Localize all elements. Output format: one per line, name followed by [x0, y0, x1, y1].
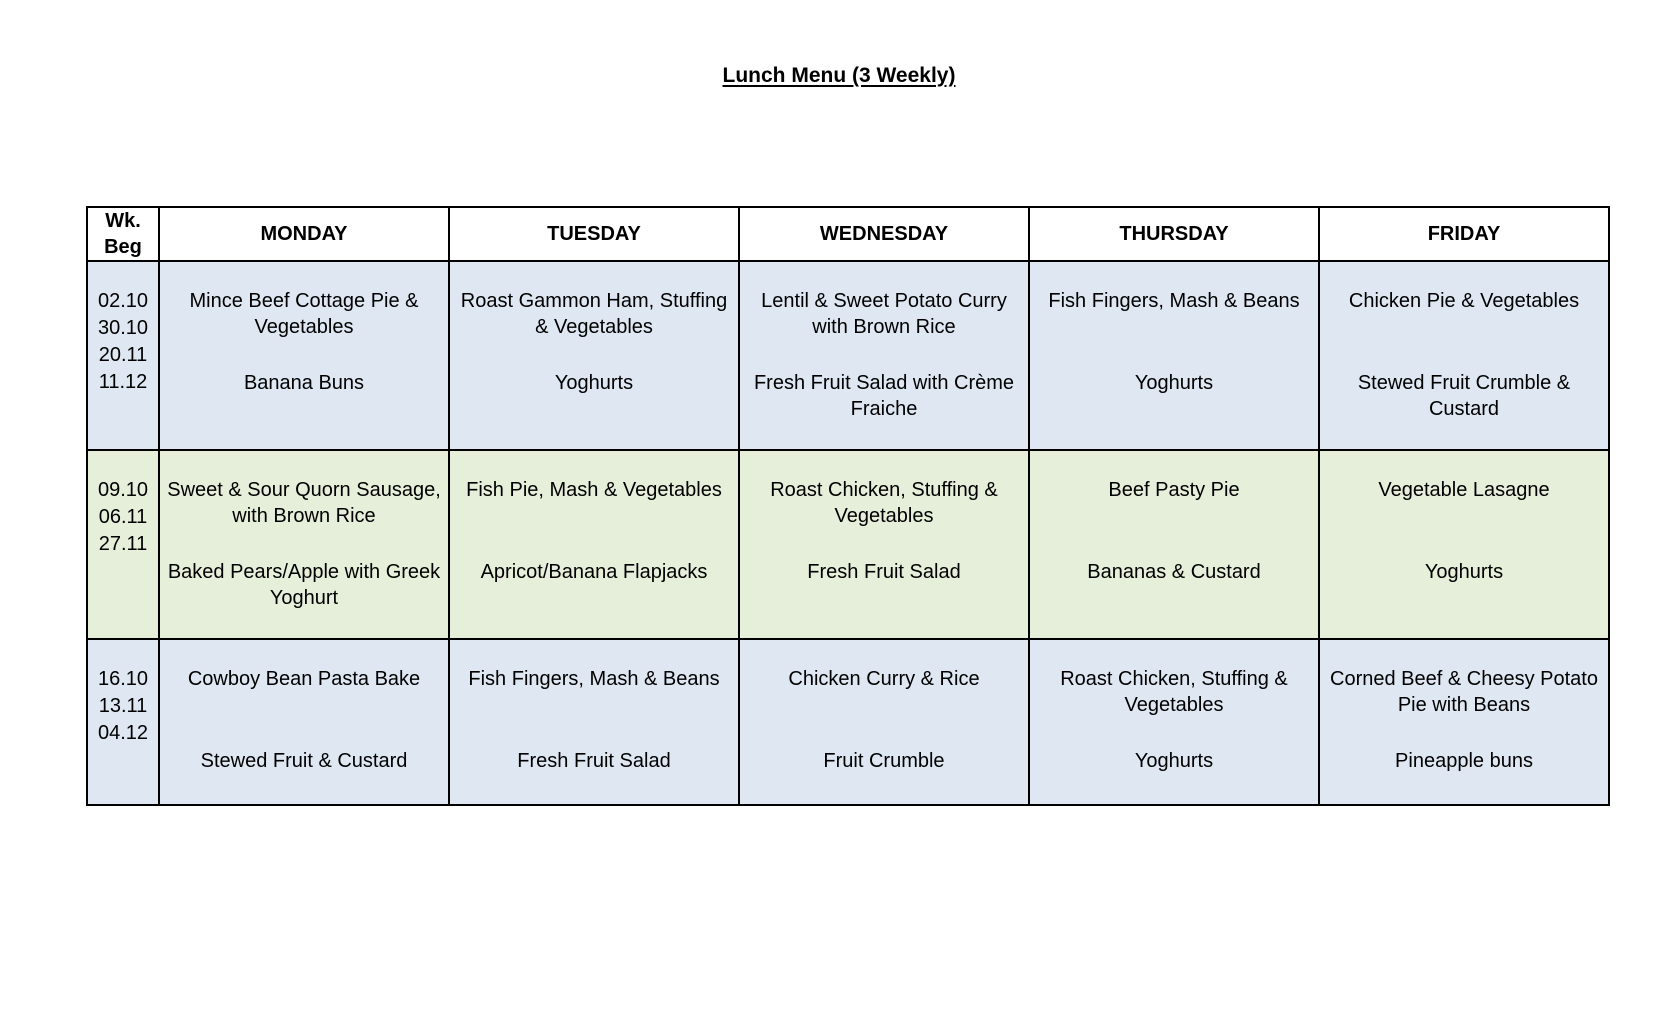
menu-cell-monday	[159, 261, 449, 450]
main-dish: Roast Gammon Ham, Stuffing & Vegetables	[460, 290, 728, 338]
dessert: Yoghurts	[1134, 372, 1214, 394]
main-dish: Beef Pasty Pie	[1108, 479, 1240, 501]
week-date: 04.12	[97, 722, 149, 744]
dessert: Fruit Crumble	[823, 750, 945, 772]
menu-cell-monday	[159, 639, 449, 805]
dessert: Banana Buns	[243, 372, 365, 394]
menu-cell-tuesday	[449, 639, 739, 805]
week-header-line: Wk.	[105, 210, 141, 232]
page-title-text: Lunch Menu (3 Weekly)	[722, 64, 956, 87]
day-header-tuesday: TUESDAY	[449, 207, 739, 261]
week-date: 20.11	[98, 344, 148, 366]
main-dish: Chicken Curry & Rice	[788, 668, 980, 690]
week-dates	[94, 640, 152, 747]
week-date: 09.10	[97, 479, 149, 501]
week-dates-cell	[87, 639, 159, 805]
page-title	[0, 64, 1678, 88]
week-dates-cell	[87, 450, 159, 639]
dessert: Pineapple buns	[1395, 750, 1533, 772]
menu-cell-wednesday	[739, 450, 1029, 639]
main-dish: Chicken Pie & Vegetables	[1348, 290, 1580, 312]
week-date: 11.12	[98, 371, 148, 393]
dessert: Yoghurts	[554, 372, 634, 394]
day-header-thursday: THURSDAY	[1029, 207, 1319, 261]
main-dish: Roast Chicken, Stuffing & Vegetables	[770, 479, 998, 527]
week-date: 27.11	[98, 533, 148, 555]
day-header-wednesday: WEDNESDAY	[739, 207, 1029, 261]
menu-cell-monday	[159, 450, 449, 639]
week-dates	[94, 262, 152, 396]
menu-cell-friday	[1319, 261, 1609, 450]
menu-cell-thursday	[1029, 639, 1319, 805]
day-header-monday: MONDAY	[159, 207, 449, 261]
dessert: Stewed Fruit & Custard	[200, 750, 408, 772]
dessert: Fresh Fruit Salad with Crème Fraiche	[753, 372, 1015, 420]
menu-cell-tuesday	[449, 261, 739, 450]
main-dish: Cowboy Bean Pasta Bake	[187, 668, 421, 690]
main-dish: Corned Beef & Cheesy Potato Pie with Beans	[1330, 668, 1598, 716]
main-dish: Sweet & Sour Quorn Sausage, with Brown Rice	[167, 479, 441, 527]
dessert: Fresh Fruit Salad	[807, 561, 961, 583]
menu-cell-wednesday	[739, 261, 1029, 450]
week-dates	[94, 451, 152, 558]
week-dates-cell	[87, 261, 159, 450]
dessert: Apricot/Banana Flapjacks	[480, 561, 708, 583]
week-row-3	[87, 639, 1609, 805]
dessert: Stewed Fruit Crumble & Custard	[1357, 372, 1571, 420]
main-dish: Mince Beef Cottage Pie & Vegetables	[189, 290, 419, 338]
main-dish: Fish Pie, Mash & Vegetables	[466, 479, 722, 501]
main-dish: Vegetable Lasagne	[1378, 479, 1550, 501]
week-row-2	[87, 450, 1609, 639]
dessert: Yoghurts	[1134, 750, 1214, 772]
menu-cell-wednesday	[739, 639, 1029, 805]
week-header-line: Beg	[104, 236, 142, 258]
menu-cell-friday	[1319, 639, 1609, 805]
day-header-friday: FRIDAY	[1319, 207, 1609, 261]
menu-cell-thursday	[1029, 450, 1319, 639]
main-dish: Lentil & Sweet Potato Curry with Brown Rice	[761, 290, 1007, 338]
dessert: Fresh Fruit Salad	[517, 750, 671, 772]
week-row-1	[87, 261, 1609, 450]
week-date: 30.10	[97, 317, 149, 339]
dessert: Bananas & Custard	[1087, 561, 1261, 583]
main-dish: Fish Fingers, Mash & Beans	[1048, 290, 1300, 312]
main-dish: Fish Fingers, Mash & Beans	[468, 668, 720, 690]
week-date: 13.11	[98, 695, 148, 717]
menu-cell-tuesday	[449, 450, 739, 639]
lunch-menu-table	[86, 206, 1610, 806]
menu-cell-friday	[1319, 450, 1609, 639]
main-dish: Roast Chicken, Stuffing & Vegetables	[1060, 668, 1288, 716]
week-beginning-header	[87, 207, 159, 261]
header-row	[87, 207, 1609, 261]
week-date: 06.11	[98, 506, 148, 528]
week-date: 16.10	[97, 668, 149, 690]
week-date: 02.10	[97, 290, 149, 312]
dessert: Yoghurts	[1424, 561, 1504, 583]
menu-cell-thursday	[1029, 261, 1319, 450]
dessert: Baked Pears/Apple with Greek Yoghurt	[167, 561, 441, 609]
